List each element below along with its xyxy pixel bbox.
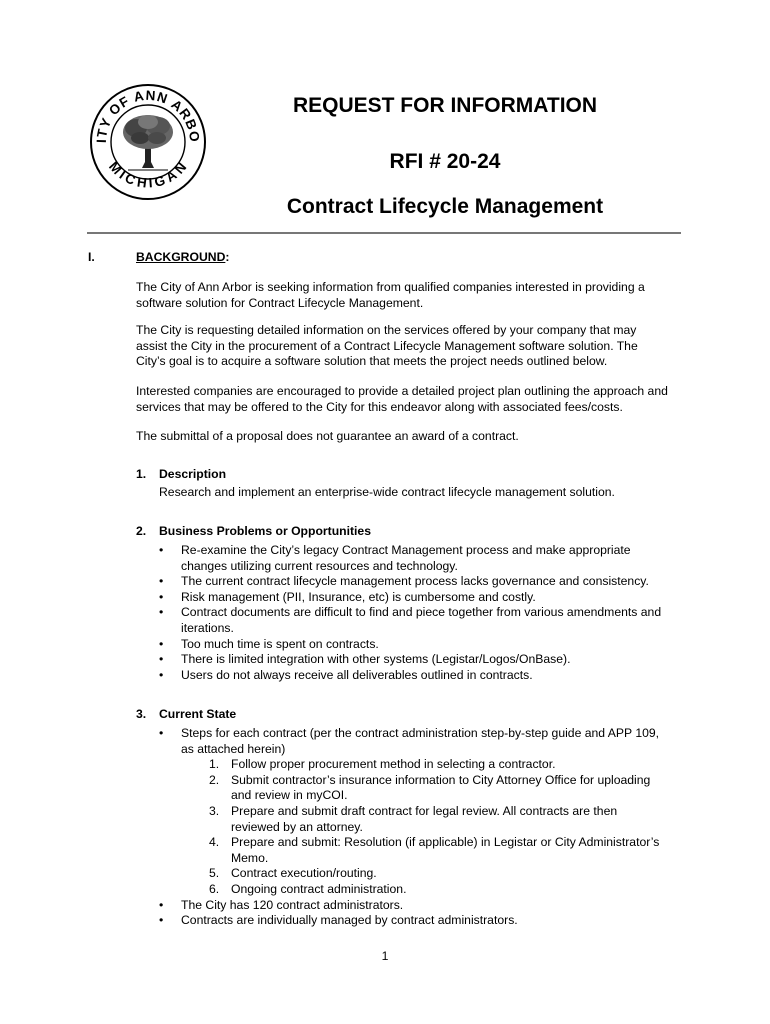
item-1-number: 1. [136, 467, 147, 481]
seal-bottom-text: MICHIGAN [106, 158, 191, 191]
background-paragraph-1: The City of Ann Arbor is seeking information from qualified companies interested in providing a software solution for Contract Lifecycle Management. [136, 280, 645, 310]
list-item: • Re-examine the City’s legacy Contract Management process and make appropriate changes utilizing current resources and technology. [159, 543, 631, 573]
item-1-text: Research and implement an enterprise-wide contract lifecycle management solution. [159, 485, 615, 499]
step-item: 6. Ongoing contract administration. [209, 881, 407, 896]
section-numeral: I. [88, 250, 95, 264]
seal-top-text: ITY OF ANN ARBO [93, 87, 203, 144]
list-item: • Contract documents are difficult to find and piece together from various amendments and iterations. [159, 605, 662, 635]
item-2-heading: Business Problems or Opportunities [159, 524, 371, 538]
background-paragraph-4: The submittal of a proposal does not guarantee an award of a contract. [136, 429, 519, 443]
list-item: • Steps for each contract (per the contract administration step-by-step guide and APP 109, as attached herein) 1. Follow proper procurement method in selecting a contractor. 2. Submit contractor’s insurance information to City Attorney Office for uploading and review in myCOI. 3. Prepare and submit draft contract for legal review. All contracts are then reviewed by an attorney. 4. Prepare and submit: Resolution (if applicable) in Legistar or City Administrator’s Memo. 5. Contract execution/routing. 6. Ongoing contract administration. [159, 726, 689, 898]
list-item: • There is limited integration with other systems (Legistar/Logos/OnBase). [159, 652, 571, 667]
page-number: 1 [381, 949, 389, 963]
step-item: 1. Follow proper procurement method in selecting a contractor. [209, 757, 556, 772]
document-title: REQUEST FOR INFORMATION [292, 94, 598, 117]
list-item: • The City has 120 contract administrators. [159, 897, 404, 912]
item-3-number: 3. [136, 707, 147, 721]
step-item: 3. Prepare and submit draft contract for legal review. All contracts are then reviewed by an attorney. [209, 803, 618, 834]
step-item: 4. Prepare and submit: Resolution (if applicable) in Legistar or City Administrator’s Memo. [209, 835, 660, 865]
city-seal-logo [88, 82, 208, 202]
steps-list [181, 757, 689, 897]
document-subject: Contract Lifecycle Management [286, 195, 604, 218]
list-item: • Too much time is spent on contracts. [159, 636, 379, 651]
list-item: • The current contract lifecycle management process lacks governance and consistency. [159, 574, 649, 589]
item-3-heading: Current State [159, 707, 237, 721]
header-divider [87, 232, 681, 234]
item-2-bullet-list [159, 543, 689, 683]
step-item: 2. Submit contractor’s insurance information to City Attorney Office for uploading and review in myCOI. [209, 772, 651, 803]
item-3-bullet-list [159, 726, 689, 929]
rfi-number: RFI # 20-24 [389, 150, 501, 173]
background-paragraph-3: Interested companies are encouraged to provide a detailed project plan outlining the approach and services that may be offered to the City for this endeavor along with associated fees/costs. [136, 384, 668, 414]
step-item: 5. Contract execution/routing. [209, 866, 377, 881]
item-1-heading: Description [159, 467, 227, 481]
list-item: • Contracts are individually managed by contract administrators. [159, 913, 518, 928]
list-item: • Risk management (PII, Insurance, etc) is cumbersome and costly. [159, 589, 536, 604]
section-heading: BACKGROUND: [136, 250, 230, 264]
background-paragraph-2: The City is requesting detailed information on the services offered by your company that may assist the City in the procurement of a Contract Lifecycle Management software solution. The City’s goal is to acquire a software solution that meets the project needs outlined below. [136, 323, 638, 369]
list-item: • Users do not always receive all deliverables outlined in contracts. [159, 667, 533, 682]
item-2-number: 2. [136, 524, 147, 538]
